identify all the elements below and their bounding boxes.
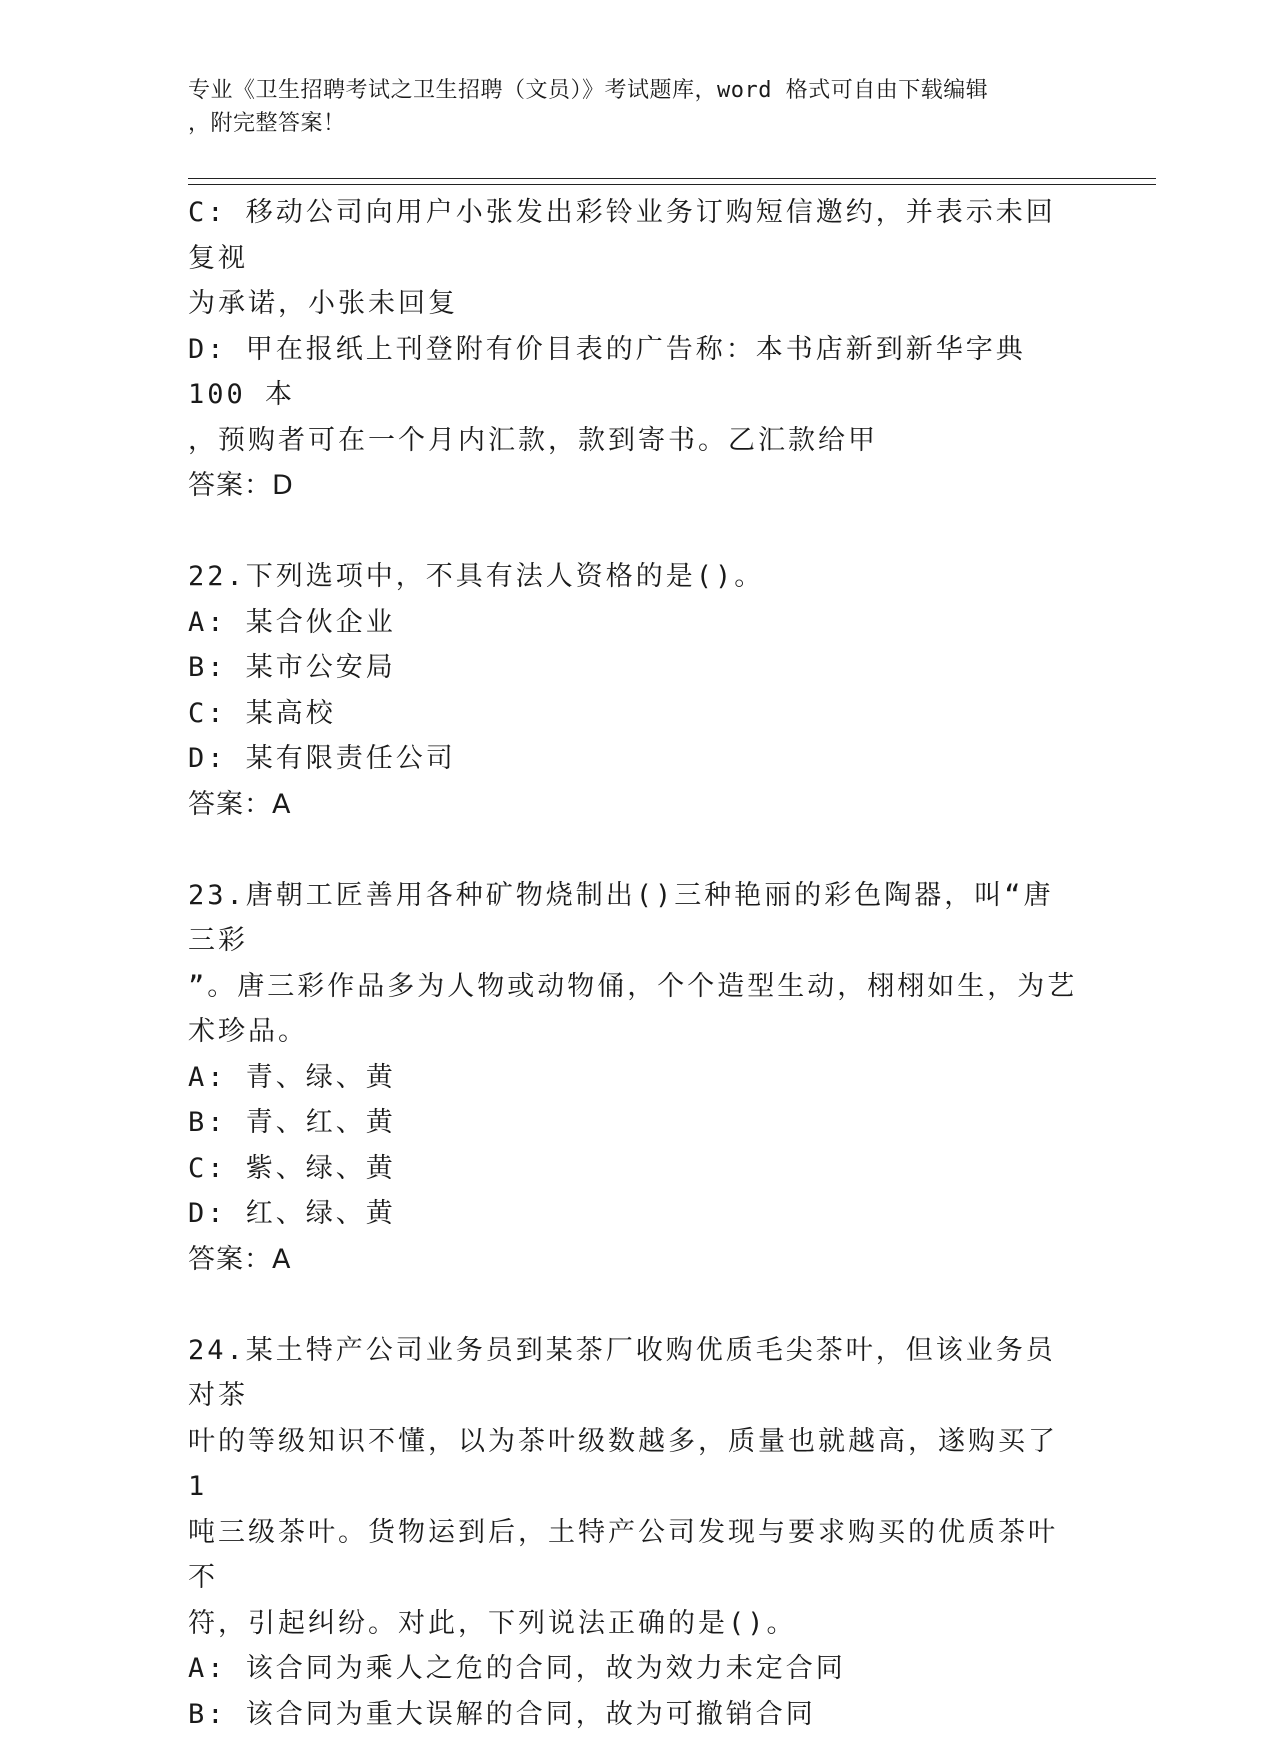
question-24	[188, 1328, 1078, 1737]
header-divider-top	[188, 178, 1156, 179]
answer-line: 答案：D	[188, 463, 1078, 509]
spacer	[188, 827, 1078, 873]
spacer	[188, 1282, 1078, 1328]
option-b: B: 某市公安局	[188, 645, 1078, 691]
question-stem-line-4: 符，引起纠纷。对此，下列说法正确的是()。	[188, 1601, 1078, 1647]
header-divider-bottom	[188, 184, 1156, 185]
question-22	[188, 554, 1078, 827]
option-d: D: 某有限责任公司	[188, 736, 1078, 782]
option-b: B: 该合同为重大误解的合同，故为可撤销合同	[188, 1692, 1078, 1737]
option-d: D: 红、绿、黄	[188, 1191, 1078, 1237]
question-stem-line-1: 24.某土特产公司业务员到某茶厂收购优质毛尖茶叶，但该业务员对茶	[188, 1328, 1078, 1419]
option-c-line-2: 为承诺，小张未回复	[188, 281, 1078, 327]
option-a: A: 青、绿、黄	[188, 1055, 1078, 1101]
header-line-2: ，附完整答案！	[188, 107, 1068, 140]
document-header	[188, 74, 1068, 140]
option-a: A: 该合同为乘人之危的合同，故为效力未定合同	[188, 1646, 1078, 1692]
option-b: B: 青、红、黄	[188, 1100, 1078, 1146]
spacer	[188, 509, 1078, 555]
question-stem-line-1: 23.唐朝工匠善用各种矿物烧制出()三种艳丽的彩色陶器，叫“唐三彩	[188, 873, 1078, 964]
question-stem-line-2: ”。唐三彩作品多为人物或动物俑，个个造型生动，栩栩如生，为艺	[188, 964, 1078, 1010]
option-c: C: 紫、绿、黄	[188, 1146, 1078, 1192]
question-stem-line-3: 吨三级茶叶。货物运到后，土特产公司发现与要求购买的优质茶叶不	[188, 1510, 1078, 1601]
question-stem: 22.下列选项中，不具有法人资格的是()。	[188, 554, 1078, 600]
option-d-line-2: ，预购者可在一个月内汇款，款到寄书。乙汇款给甲	[188, 418, 1078, 464]
option-c: C: 某高校	[188, 691, 1078, 737]
option-a: A: 某合伙企业	[188, 600, 1078, 646]
option-d-line-1: D: 甲在报纸上刊登附有价目表的广告称：本书店新到新华字典 100 本	[188, 327, 1078, 418]
question-stem-line-2: 叶的等级知识不懂，以为茶叶级数越多，质量也就越高，遂购买了 1	[188, 1419, 1078, 1510]
header-line-1: 专业《卫生招聘考试之卫生招聘（文员）》考试题库，word 格式可自由下载编辑	[188, 74, 1068, 107]
question-stem-line-3: 术珍品。	[188, 1009, 1078, 1055]
question-content	[188, 190, 1078, 1737]
answer-line: 答案：A	[188, 782, 1078, 828]
answer-line: 答案：A	[188, 1237, 1078, 1283]
prev-question	[188, 190, 1078, 509]
option-c-line-1: C: 移动公司向用户小张发出彩铃业务订购短信邀约，并表示未回复视	[188, 190, 1078, 281]
question-23	[188, 873, 1078, 1283]
